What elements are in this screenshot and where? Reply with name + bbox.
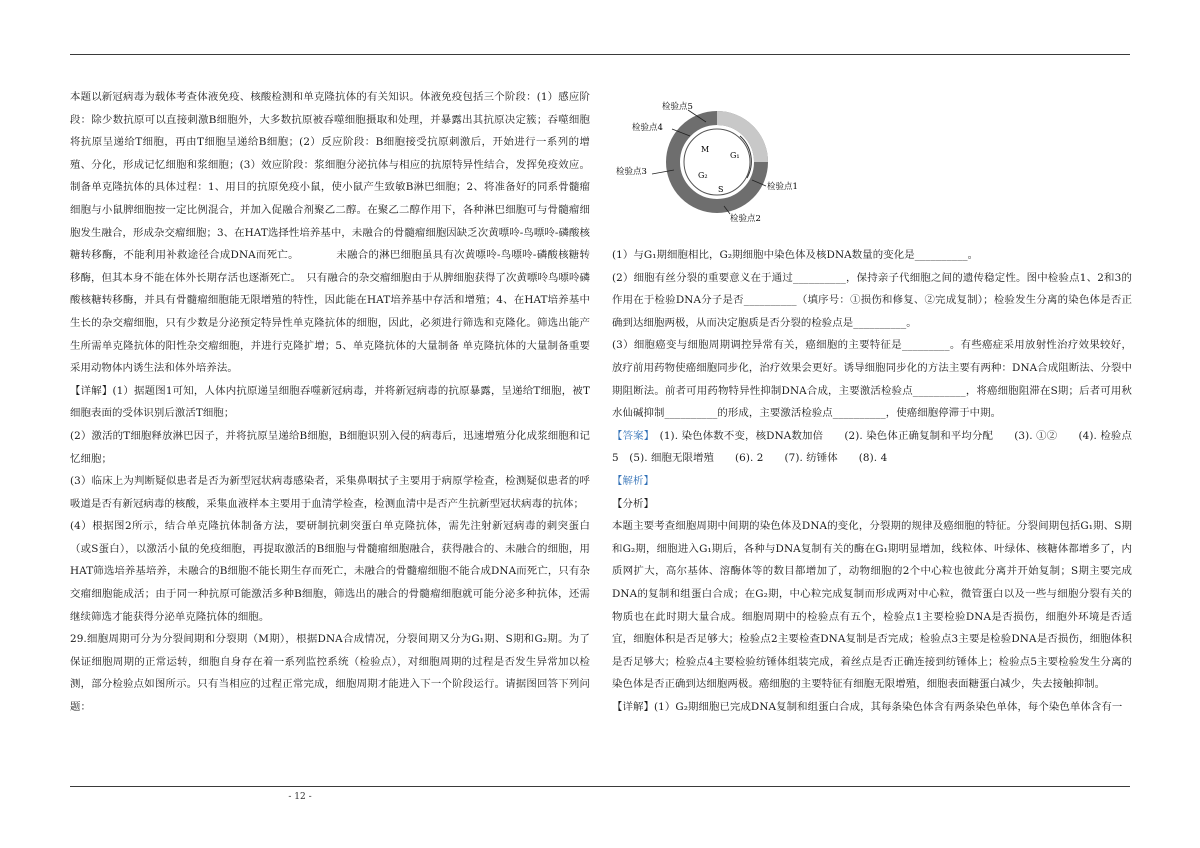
question-29-part-1: (1）与G₁期细胞相比，G₂期细胞中染色体及核DNA数量的变化是__________。 bbox=[612, 249, 979, 261]
answer-text: (1). 染色体数不变，核DNA数加倍 (2). 染色体正确复制和平均分配 (3). ①② (4). 检验点5 (5). 细胞无限增殖 (6). 2 (7). 纺锤体 (8). 4 bbox=[612, 429, 1132, 465]
checkpoint-5-label: 检验点5 bbox=[662, 102, 693, 112]
phase-label-m: M bbox=[701, 145, 710, 154]
right-column bbox=[612, 244, 1132, 718]
header-rule bbox=[70, 54, 1130, 55]
phase-label-g1: G₁ bbox=[730, 151, 740, 160]
page-number: - 12 - bbox=[288, 792, 312, 802]
xiangjie-tag: 【详解】 bbox=[612, 700, 654, 713]
explanation-paragraph: 本题以新冠病毒为载体考查体液免疫、核酸检测和单克隆抗体的有关知识。体液免疫包括三个阶段：(1）感应阶段：除少数抗原可以直接刺激B细胞外，大多数抗原被吞噬细胞摄取和处理，并暴露出其抗原决定簇；吞噬细胞将抗原呈递给T细胞，再由T细胞呈递给B细胞；(2）反应阶段：B细胞接受抗原刺激后，开始进行一系列的增殖、分化，形成记忆细胞和浆细胞；(3）效应阶段：浆细胞分泌抗体与相应的抗原特异性结合，发挥免疫效应。制备单克隆抗体的具体过程：1、用目的抗原免疫小鼠，使小鼠产生致敏B淋巴细胞；2、将准备好的同系骨髓瘤细胞与小鼠脾细胞按一定比例混合，并加入促融合剂聚乙二醇。在聚乙二醇作用下，各种淋巴细胞可与骨髓瘤细胞发生融合，形成杂交瘤细胞；3、在HAT选择性培养基中，未融合的骨髓瘤细胞因缺乏次黄嘌呤-鸟嘌呤-磷酸核糖转移酶，不能利用补救途径合成DNA而死亡。 未融合的淋巴细胞虽具有次黄嘌呤-鸟嘌呤-磷酸核糖转移酶，但其本身不能在体外长期存活也逐渐死亡。 只有融合的杂交瘤细胞由于从脾细胞获得了次黄嘌呤鸟嘌呤磷酸核糖转移酶，并具有骨髓瘤细胞能无限增殖的特性，因此能在HAT培养基中存活和增殖；4、在HAT培养基中生长的杂交瘤细胞，只有少数是分泌预定特异性单克隆抗体的细胞，因此，必须进行筛选和克隆化。筛选出能产生所需单克隆抗体的阳性杂交瘤细胞，并进行克隆扩增；5、单克隆抗体的大量制备 单克隆抗体的大量制备重要采用动物体内诱生法和体外培养法。 bbox=[70, 91, 590, 375]
phase-label-s: S bbox=[718, 185, 724, 194]
cell-cycle-svg bbox=[612, 98, 812, 226]
checkpoint-2-label: 检验点2 bbox=[730, 214, 761, 224]
phase-label-g2: G₂ bbox=[698, 171, 708, 180]
question-29: 29.细胞周期可分为分裂间期和分裂期（M期），根据DNA合成情况，分裂间期又分为G₁期、S期和G₂期。为了保证细胞周期的正常运转，细胞自身存在着一系列监控系统（检验点），对细胞周期的过程是否发生异常加以检测，部分检验点如图所示。只有当相应的过程正常完成，细胞周期才能进入下一个阶段运行。请据图回答下列问题： bbox=[70, 633, 590, 714]
detail-tag: 【详解】 bbox=[70, 384, 113, 397]
question-29-part-3: (3）细胞癌变与细胞周期调控异常有关，癌细胞的主要特征是_________。有些癌症采用放射性治疗效果较好，放疗前用药物使癌细胞同步化，治疗效果会更好。诱导细胞同步化的方法主要有两种：DNA合成阻断法、分裂中期阻断法。前者可用药物特异性抑制DNA合成，主要激活检验点__________，将癌细胞阻滞在S期；后者可用秋水仙碱抑制__________的形成，主要激活检验点__________，使癌细胞停滞于中期。 bbox=[612, 339, 1132, 420]
answer-paragraph bbox=[612, 425, 1132, 470]
detail-paragraph-3: (3）临床上为判断疑似患者是否为新型冠状病毒感染者，采集鼻咽拭子主要用于病原学检查，检测疑似患者的呼吸道是否有新冠病毒的核酸，采集血液样本主要用于血清学检查，检测血清中是否产生抗新型冠状病毒的抗体； bbox=[70, 475, 590, 510]
cycle-ring-inner bbox=[684, 129, 750, 195]
checkpoint-4-label: 检验点4 bbox=[632, 123, 663, 133]
detail-paragraph-4: (4）根据图2所示，结合单克隆抗体制备方法，要研制抗刺突蛋白单克隆抗体，需先注射新冠病毒的刺突蛋白（或S蛋白），以激活小鼠的免疫细胞，再提取激活的B细胞与骨髓瘤细胞融合，获得融合的、未融合的细胞，用HAT筛选培养基培养，未融合的B细胞不能长期生存而死亡，未融合的骨髓瘤细胞不能合成DNA而死亡，只有杂交瘤细胞能成活；由于同一种抗原可能激活多种B细胞，筛选出的融合的骨髓瘤细胞就可能分泌多种抗体，还需继续筛选才能获得分泌单克隆抗体的细胞。 bbox=[70, 520, 590, 623]
detail-paragraph-2: (2）激活的T细胞释放淋巴因子，并将抗原呈递给B细胞，B细胞识别入侵的病毒后，迅速增殖分化成浆细胞和记忆细胞； bbox=[70, 429, 590, 465]
footer-rule bbox=[70, 786, 1130, 787]
fenxi-heading: 【分析】 bbox=[612, 497, 654, 510]
analysis-heading bbox=[612, 470, 1132, 493]
checkpoint-1-label: 检验点1 bbox=[767, 182, 798, 192]
xiangjie-paragraph: 【详解】(1）G₂期细胞已完成DNA复制和组蛋白合成，其每条染色体含有两条染色单体，每个染色单体含有一 bbox=[612, 700, 1123, 713]
question-29-part-2: (2）细胞有丝分裂的重要意义在于通过__________，保持亲子代细胞之间的遗传稳定性。图中检验点1、2和3的作用在于检验DNA分子是否__________（填序号：①损伤和修复、②完成复制）；检验发生分离的染色体是否正确到达细胞两极，从而决定胞质是否分裂的检验点是__________。 bbox=[612, 271, 1132, 329]
cell-cycle-diagram bbox=[612, 98, 812, 226]
fenxi-paragraph: 本题主要考查细胞周期中间期的染色体及DNA的变化，分裂期的规律及癌细胞的特征。分裂间期包括G₁期、S期和G₂期，细胞进入G₁期后，各种与DNA复制有关的酶在G₁期明显增加，线粒体、叶绿体、核糖体都增多了，内质网扩大，高尔基体、溶酶体等的数目都增加了，动物细胞的2个中心粒也彼此分离并开始复制；S期主要完成DNA的复制和组蛋白合成；在G₂期，中心粒完成复制而形成两对中心粒，微管蛋白以及一些与细胞分裂有关的物质也在此时期大量合成。细胞周期中的检验点有五个，检验点1主要检验DNA是否损伤，细胞外环境是否适宜，细胞体积是否足够大；检验点2主要检查DNA复制是否完成；检验点3主要是检验DNA是否损伤，细胞体积是否足够大；检验点4主要检验纺锤体组装完成，着丝点是否正确连接到纺锤体上；检验点5主要检验发生分离的染色体是否正确到达细胞两极。癌细胞的主要特征有细胞无限增殖，细胞表面糖蛋白减少，失去接触抑制。 bbox=[612, 520, 1132, 691]
answer-tag: 【答案】 bbox=[612, 429, 650, 442]
left-column bbox=[70, 86, 590, 719]
detail-paragraph-1: 【详解】(1）据题图1可知，人体内抗原递呈细胞吞噬新冠病毒，并将新冠病毒的抗原暴露，呈递给T细胞，被T细胞表面的受体识别后激活T细胞； bbox=[70, 384, 590, 420]
checkpoint-3-label: 检验点3 bbox=[616, 167, 647, 177]
analysis-tag: 【解析】 bbox=[612, 474, 654, 487]
